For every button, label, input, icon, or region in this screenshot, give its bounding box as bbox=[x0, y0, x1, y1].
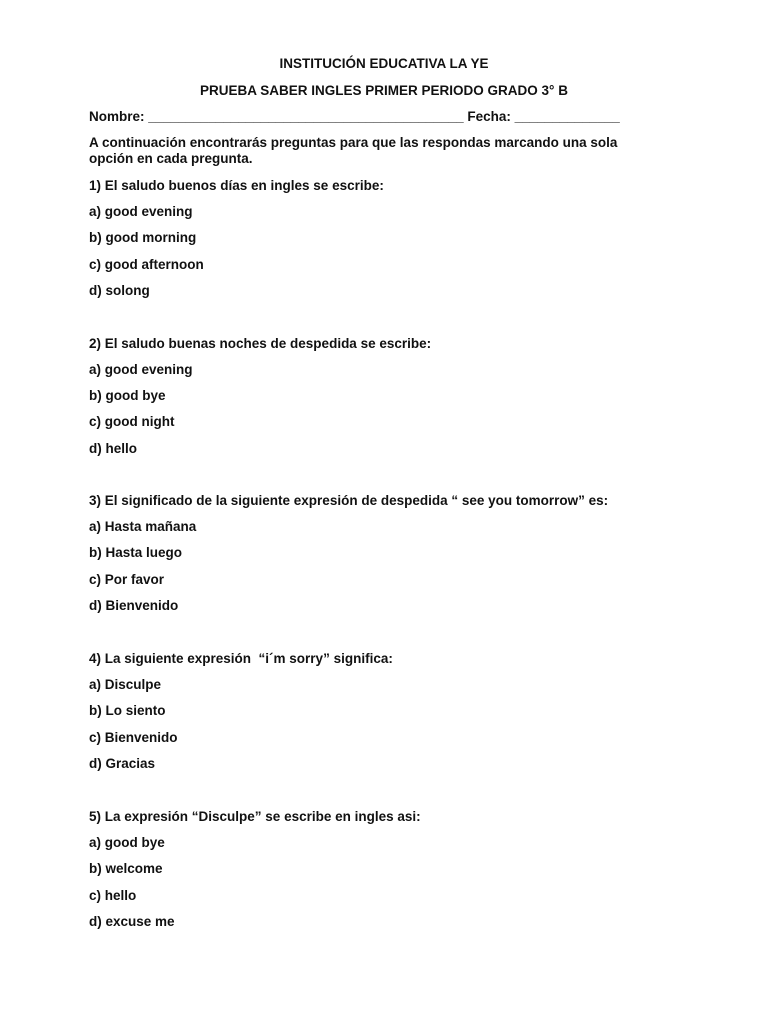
question-3-option-d: d) Bienvenido bbox=[89, 598, 179, 613]
question-4-option-a: a) Disculpe bbox=[89, 677, 162, 692]
question-2-prompt: 2) El saludo buenas noches de despedida se escribe: bbox=[89, 336, 432, 351]
question-2-option-a: a) good evening bbox=[89, 362, 193, 377]
intro-text-line-2: opción en cada pregunta. bbox=[89, 151, 253, 166]
question-2-option-d: d) hello bbox=[89, 441, 137, 456]
question-2-option-c: c) good night bbox=[89, 414, 175, 429]
question-3-option-c: c) Por favor bbox=[89, 572, 165, 587]
question-4-option-c: c) Bienvenido bbox=[89, 730, 178, 745]
question-5-option-b: b) welcome bbox=[89, 861, 163, 876]
name-date-line: Nombre: __________________________________________ Fecha: ______________ bbox=[89, 109, 620, 124]
question-4-option-b: b) Lo siento bbox=[89, 703, 166, 718]
question-1-option-b: b) good morning bbox=[89, 230, 197, 245]
question-3-option-b: b) Hasta luego bbox=[89, 545, 183, 560]
question-5-prompt: 5) La expresión “Disculpe” se escribe en ingles asi: bbox=[89, 809, 421, 824]
question-5-option-d: d) excuse me bbox=[89, 914, 175, 929]
question-1-option-d: d) solong bbox=[89, 283, 150, 298]
question-5-option-c: c) hello bbox=[89, 888, 137, 903]
exam-title: PRUEBA SABER INGLES PRIMER PERIODO GRADO 3° B bbox=[200, 83, 568, 98]
question-3-prompt: 3) El significado de la siguiente expresión de despedida “ see you tomorrow” es: bbox=[89, 493, 609, 508]
question-2-option-b: b) good bye bbox=[89, 388, 166, 403]
question-5-option-a: a) good bye bbox=[89, 835, 165, 850]
question-4-option-d: d) Gracias bbox=[89, 756, 156, 771]
question-4-prompt: 4) La siguiente expresión “i´m sorry” significa: bbox=[89, 651, 393, 666]
institution-title: INSTITUCIÓN EDUCATIVA LA YE bbox=[279, 56, 489, 71]
question-1-option-c: c) good afternoon bbox=[89, 257, 204, 272]
question-1-prompt: 1) El saludo buenos días en ingles se escribe: bbox=[89, 178, 384, 193]
intro-text-line-1: A continuación encontrarás preguntas para que las respondas marcando una sola bbox=[89, 135, 618, 150]
question-1-option-a: a) good evening bbox=[89, 204, 193, 219]
question-3-option-a: a) Hasta mañana bbox=[89, 519, 197, 534]
